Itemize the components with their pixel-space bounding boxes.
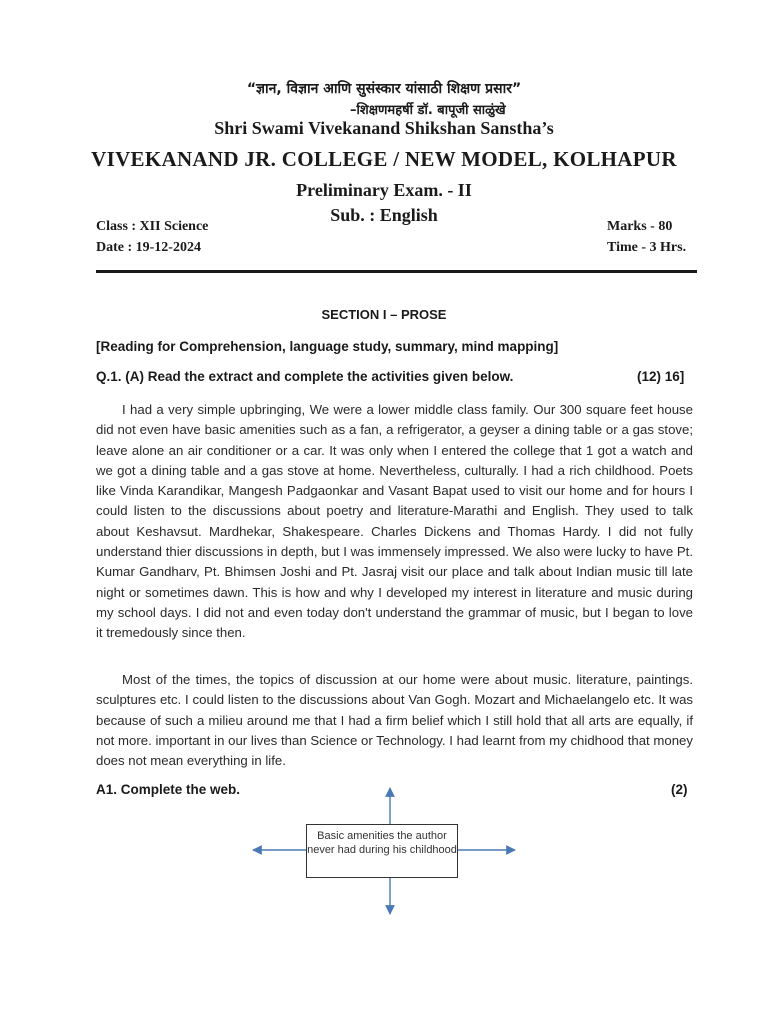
section-subtitle: [Reading for Comprehension, language study, summary, mind mapping] — [96, 339, 559, 354]
date-info: Date : 19-12-2024 — [96, 240, 201, 255]
question-1: Q.1. (A) Read the extract and complete the activities given below. — [96, 369, 514, 384]
header-divider — [96, 270, 697, 273]
web-center-box: Basic amenities the author never had during his childhood — [306, 824, 458, 878]
college-name: VIVEKANAND JR. COLLEGE / NEW MODEL, KOLHAPUR — [91, 147, 677, 171]
passage-paragraph-1: I had a very simple upbringing, We were a lower middle class family. Our 300 square feet house did not even have basic amenities such as a fan, a refrigerator, a geyser a dining table or a gas stove; leave alone an air conditioner or a car. It was only when I entered the college that 1 got a watch and we got a dining table and a gas stove at home. Nevertheless, culturally. I had a rich childhood. Poets like Vinda Karandikar, Mangesh Padgaonkar and Vasant Bapat used to visit our home and for hours I could listen to the discussions about poetry and literature-Marathi and English. They used to talk about Keshavsut. Mardhekar, Shakespeare. Charles Dickens and Thomas Hardy. I did not fully understand thier discussions in depth, but I was immensely impressed. We also were lucky to have Pt. Kumar Gandharv, Pt. Bhimsen Joshi and Pt. Jasraj visit our place and talk about Indian music till late night or sometimes dawn. This is how and why I developed my interest in literature and music during my school days. I did not and even today don't understand the grammar of music, but I began to love it tremedously since then. — [96, 402, 693, 641]
marks-info: Marks - 80 — [607, 219, 673, 234]
subject-title: Sub. : English — [330, 205, 438, 225]
exam-title: Preliminary Exam. - II — [296, 180, 472, 200]
sanstha-name: Shri Swami Vivekanand Shikshan Sanstha’s — [214, 118, 554, 138]
activity-a1-marks: (2) — [671, 782, 688, 797]
activity-a1-label: A1. Complete the web. — [96, 782, 241, 797]
time-info: Time - 3 Hrs. — [607, 240, 687, 255]
question-1-marks: (12) 16] — [637, 369, 685, 384]
passage-paragraph-2: Most of the times, the topics of discussion at our home were about music. literature, paintings. sculptures etc. I could listen to the discussions about Van Gogh. Mozart and Michaelangelo etc. It was because of such a milieu around me that I had a firm belief which I still hold that all arts are equally, if not more. important in our lives than Science or Technology. I had learnt from my chidhood that money does not mean everything in life. — [96, 672, 693, 769]
motto: “ज्ञान, विज्ञान आणि सुसंस्कार यांसाठी शिक्षण प्रसार” — [246, 81, 522, 97]
class-info: Class : XII Science — [96, 219, 209, 234]
section-title: SECTION I – PROSE — [321, 307, 447, 322]
motto-author: –शिक्षणमहर्षी डॉ. बापूजी साळुंखे — [350, 103, 506, 118]
